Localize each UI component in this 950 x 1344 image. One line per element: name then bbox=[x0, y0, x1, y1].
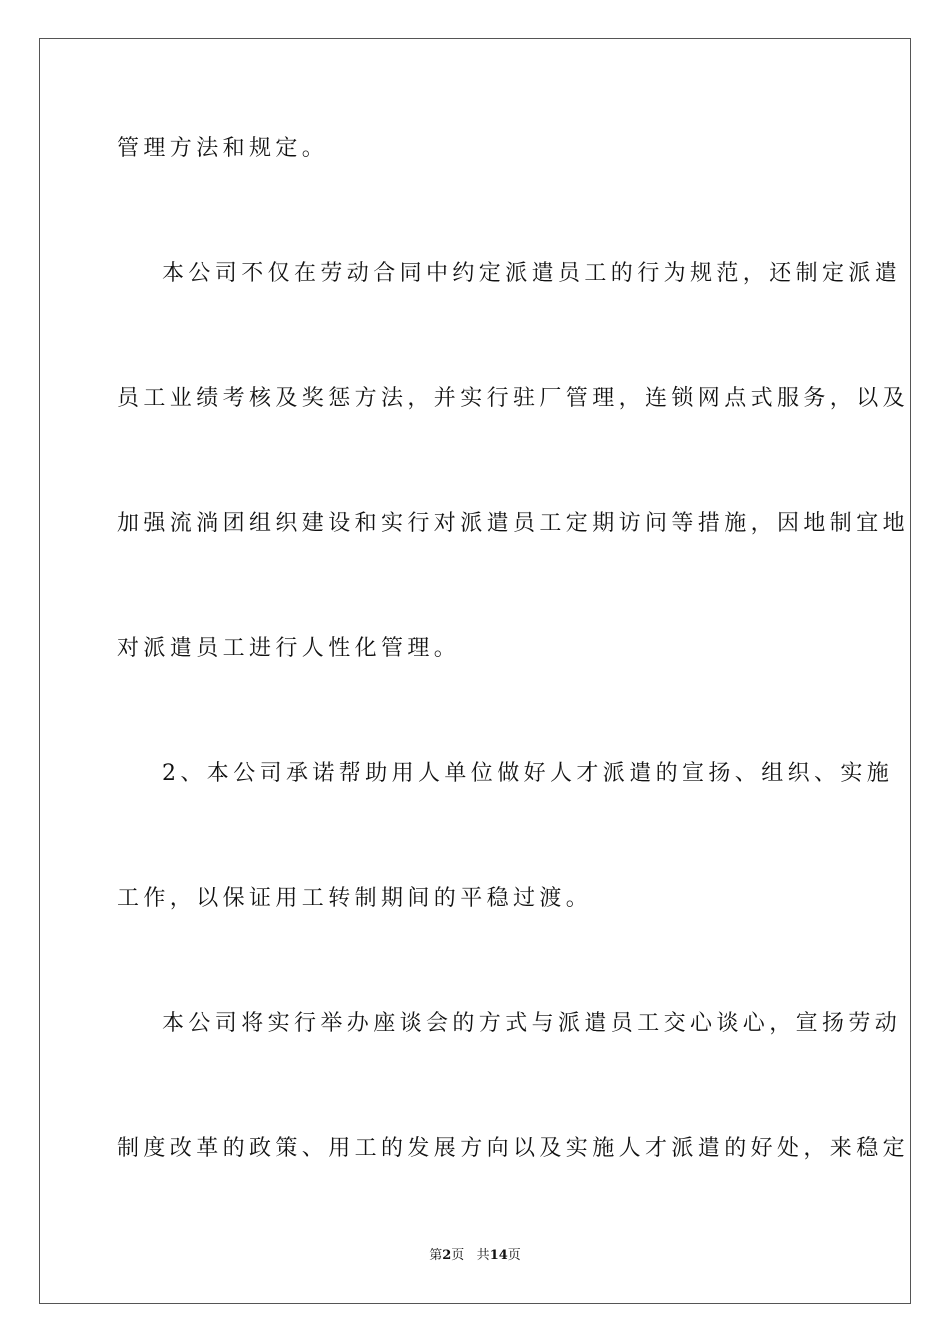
total-prefix: 共 bbox=[476, 1248, 490, 1263]
page-prefix: 第 bbox=[429, 1248, 443, 1263]
text-line: 管理方法和规定。 bbox=[117, 136, 329, 161]
page-footer bbox=[0, 1247, 950, 1265]
text-line: 本公司将实行举办座谈会的方式与派遣员工交心谈心，宣扬劳动 bbox=[162, 1011, 902, 1036]
text-line: 工作，以保证用工转制期间的平稳过渡。 bbox=[117, 886, 593, 911]
text-line: 员工业绩考核及奖惩方法，并实行驻厂管理，连锁网点式服务，以及 bbox=[117, 386, 910, 411]
text-line: 加强流淌团组织建设和实行对派遣员工定期访问等措施，因地制宜地 bbox=[117, 511, 910, 536]
text-line: 制度改革的政策、用工的发展方向以及实施人才派遣的好处，来稳定 bbox=[117, 1136, 910, 1161]
text-line: 本公司不仅在劳动合同中约定派遣员工的行为规范，还制定派遣 bbox=[162, 261, 902, 286]
total-suffix: 页 bbox=[507, 1248, 521, 1263]
text-line: 2、本公司承诺帮助用人单位做好人才派遣的宣扬、组织、实施 bbox=[162, 761, 894, 786]
text-line: 对派遣员工进行人性化管理。 bbox=[117, 636, 461, 661]
total-pages: 14 bbox=[489, 1248, 508, 1263]
page-frame bbox=[39, 38, 911, 1304]
page-number: 2 bbox=[442, 1248, 452, 1263]
page-suffix: 页 bbox=[451, 1248, 465, 1263]
